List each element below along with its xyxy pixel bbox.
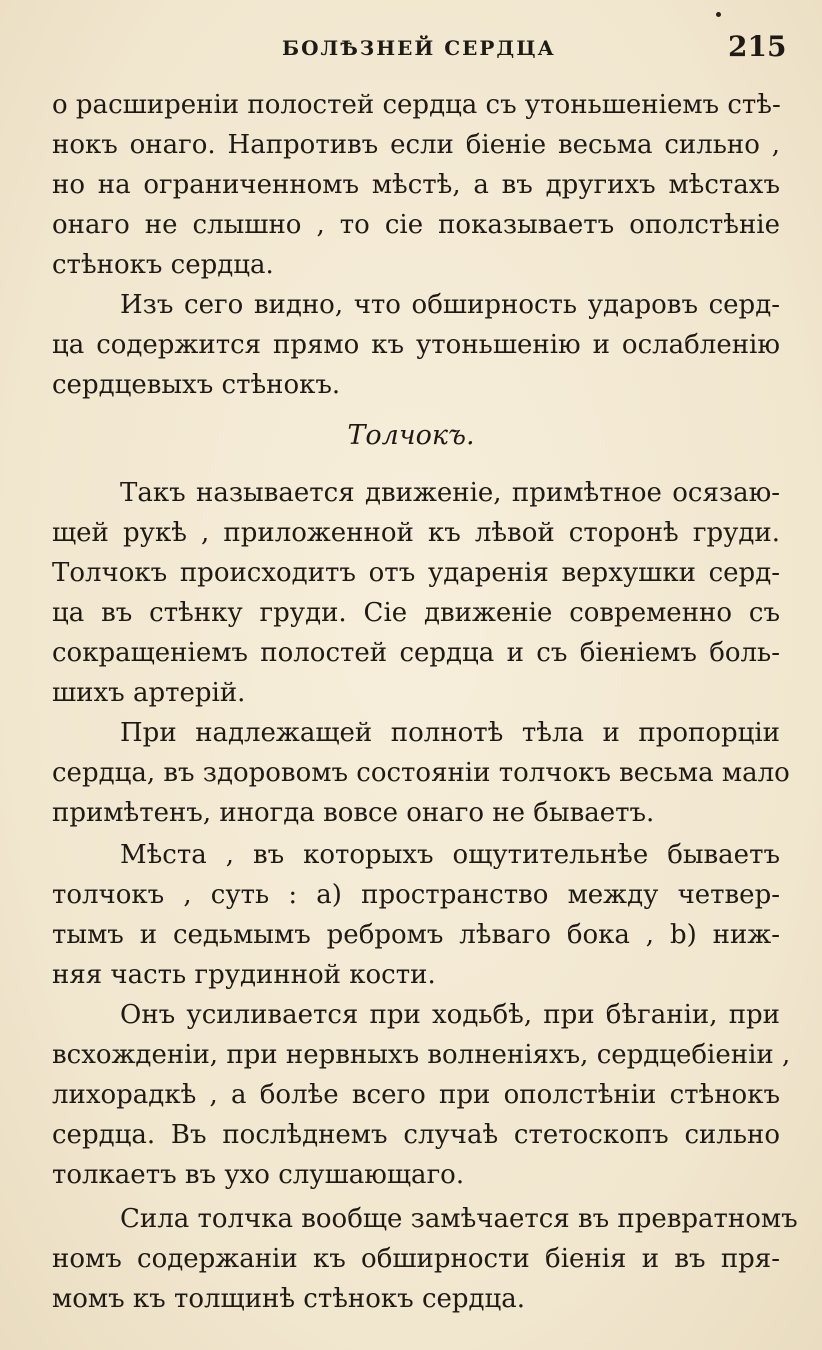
running-title: БОЛѢЗНЕЙ СЕРДЦА (282, 36, 556, 60)
text-line: всхожденіи, при нервныхъ волненіяхъ, сердцебіеніи , (52, 1040, 791, 1070)
text-line: но на ограниченномъ мѣстѣ, а въ другихъ мѣстахъ (52, 170, 780, 200)
text-line: сердца. Въ послѣднемъ случаѣ стетоскопъ сильно (52, 1120, 780, 1150)
text-line: ца въ стѣнку груди. Сіе движеніе современно съ (52, 598, 780, 628)
text-line: стѣнокъ сердца. (52, 250, 274, 280)
text-line: При надлежащей полнотѣ тѣла и пропорціи (120, 718, 780, 748)
text-line: о расширеніи полостей сердца съ утоньшеніемъ стѣ- (52, 90, 781, 120)
text-line: нокъ онаго. Напротивъ если біеніе весьма сильно , (52, 130, 780, 160)
text-line: щей рукѣ , приложенной къ лѣвой сторонѣ груди. (52, 518, 780, 548)
text-line: ца содержится прямо къ утоньшенію и ослабленію (52, 330, 780, 360)
text-line: примѣтенъ, иногда вовсе онаго не бываетъ. (52, 798, 655, 828)
text-line: онаго не слышно , то сіе показываетъ ополстѣніе (52, 210, 780, 240)
text-line: Онъ усиливается при ходьбѣ, при бѣганіи, при (120, 1000, 780, 1030)
text-line: тымъ и седьмымъ ребромъ лѣваго бока , b) ниж- (52, 920, 780, 950)
text-line: Толчокъ происходитъ отъ ударенія верхушки серд- (52, 558, 780, 588)
text-line: Изъ сего видно, что обширность ударовъ серд- (120, 290, 780, 320)
text-line: толчокъ , суть : а) пространство между четвер- (52, 880, 780, 910)
text-line: Мѣста , въ которыхъ ощутительнѣе бываетъ (120, 840, 780, 870)
text-line: Сила толчка вообще замѣчается въ превратномъ (120, 1204, 798, 1234)
text-line: сокращеніемъ полостей сердца и съ біеніемъ боль- (52, 638, 780, 668)
ink-mark (716, 12, 721, 17)
text-line: сердца, въ здоровомъ состояніи толчокъ весьма мало (52, 758, 790, 788)
text-line: няя часть грудинной кости. (52, 960, 436, 990)
text-line: лихорадкѣ , а болѣе всего при ополстѣніи стѣнокъ (52, 1080, 780, 1110)
text-line: толкаетъ въ ухо слушающаго. (52, 1160, 465, 1190)
text-line: номъ содержаніи къ обширности біенія и въ пря- (52, 1244, 780, 1274)
text-line: момъ къ толщинѣ стѣнокъ сердца. (52, 1284, 526, 1314)
text-line: сердцевыхъ стѣнокъ. (52, 370, 341, 400)
section-heading: Толчокъ. (347, 420, 475, 451)
text-line: шихъ артерій. (52, 678, 246, 708)
page-number: 215 (728, 30, 787, 63)
text-line: Такъ называется движеніе, примѣтное осязаю- (120, 478, 780, 508)
